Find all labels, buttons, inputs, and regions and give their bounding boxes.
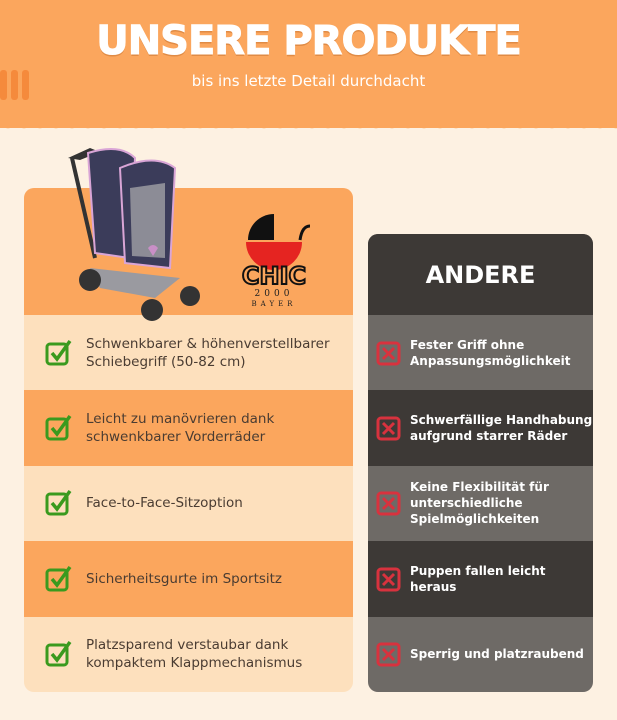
- svg-text:BAYER: BAYER: [251, 300, 297, 308]
- drawback-row: [368, 390, 593, 465]
- feature-row: [24, 617, 353, 692]
- checkmark-icon: [44, 488, 74, 518]
- header-banner: [0, 0, 617, 128]
- checkmark-icon: [44, 338, 74, 368]
- cross-icon: [376, 566, 402, 592]
- cross-icon: [376, 641, 402, 667]
- drawback-row: [368, 315, 593, 390]
- checkmark-icon: [44, 639, 74, 669]
- drawback-text: Keine Flexibilität für unterschiedliche Spielmöglichkeiten: [410, 480, 549, 527]
- drawback-text: Sperrig und platzraubend: [410, 647, 584, 662]
- checkmark-icon: [44, 564, 74, 594]
- drawback-text: Puppen fallen leicht heraus: [410, 563, 546, 594]
- cross-icon: [376, 490, 402, 516]
- feature-row: [24, 466, 353, 541]
- checkmark-icon: [44, 413, 74, 443]
- drawback-row: [368, 466, 593, 541]
- drawback-text: Fester Griff ohne Anpassungsmöglichkeit: [410, 337, 571, 368]
- cross-icon: [376, 415, 402, 441]
- feature-text: Leicht zu manövrieren dank schwenkbarer Vorderräder: [86, 411, 275, 446]
- drawback-row: [368, 617, 593, 692]
- feature-text: Sicherheitsgurte im Sportsitz: [86, 570, 283, 587]
- drawback-row: [368, 541, 593, 616]
- others-title: ANDERE: [368, 234, 593, 315]
- feature-text: Face-to-Face-Sitzoption: [86, 495, 243, 512]
- drawback-text: Schwerfällige Handhabung aufgrund starrer Räder: [410, 413, 593, 444]
- cross-icon: [376, 340, 402, 366]
- feature-row: [24, 541, 353, 616]
- others-card: [368, 234, 593, 692]
- svg-text:2000: 2000: [254, 289, 294, 299]
- feature-row: [24, 390, 353, 465]
- stroller-image: [60, 138, 210, 328]
- page-title: UNSERE PRODUKTE: [96, 18, 521, 64]
- brand-logo: [238, 200, 310, 310]
- feature-text: Schwenkbarer & höhenverstellbarer Schiebegriff (50-82 cm): [86, 335, 330, 370]
- logo-text: CHIC: [241, 262, 307, 290]
- page-subtitle: bis ins letzte Detail durchdacht: [191, 72, 426, 90]
- feature-text: Platzsparend verstaubar dank kompaktem Klappmechanismus: [86, 637, 303, 672]
